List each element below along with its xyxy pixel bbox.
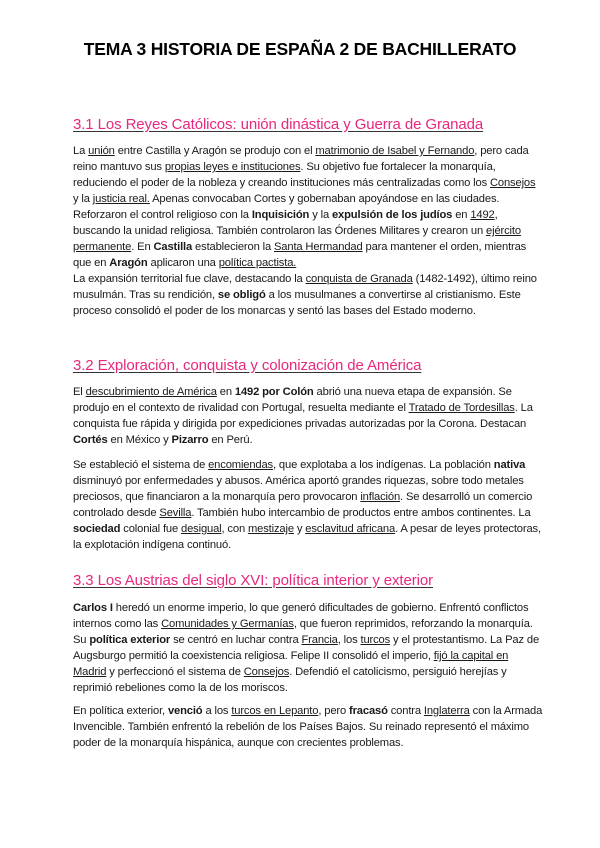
paragraph-3-1-b <box>73 271 543 319</box>
underlined-term: inflación <box>360 491 401 503</box>
underlined-term: justicia real. <box>92 193 150 205</box>
text-run: . La conquista fue rápida y dirigida por expediciones privadas autorizadas por la Corona. Destacan <box>73 402 533 430</box>
underlined-term: Sevilla <box>159 507 192 519</box>
underlined-term: descubrimiento de América <box>85 386 217 398</box>
underlined-term: esclavitud africana <box>305 523 396 535</box>
underlined-term: Santa Hermandad <box>273 241 363 253</box>
text-run: , pero <box>318 705 350 717</box>
underlined-term: Tratado de Tordesillas <box>408 402 515 414</box>
text-run: en <box>216 386 235 398</box>
bold-term: expulsión de los judíos <box>331 209 453 221</box>
bold-term: política exterior <box>89 634 171 646</box>
text-run: disminuyó por enfermedades y abusos. América aportó grandes riquezas, sobre todo metales preciosos, que financiaron a la monarquía pero provocaron <box>73 475 524 503</box>
underlined-term: Francia <box>301 634 338 646</box>
text-run: en Perú. <box>208 434 253 446</box>
underlined-term: encomiendas <box>208 459 274 471</box>
bold-term: venció <box>167 705 203 717</box>
bold-term: Carlos I <box>73 602 113 614</box>
text-run: abrió una nueva etapa de expansión. Se produjo en el contexto de rivalidad con Portugal, resuelta mediante el <box>73 386 512 414</box>
underlined-term: desigual <box>181 523 222 535</box>
bold-term: sociedad <box>73 523 121 535</box>
paragraph-3-2-b <box>73 457 543 553</box>
text-run: . Su objetivo fue fortalecer la monarquía, reduciendo el poder de la nobleza y creando instituciones más centralizadas como los <box>73 161 496 189</box>
text-run: Apenas convocaban Cortes y gobernaban apoyándose en las ciudades. Reforzaron el control religioso con la <box>73 193 500 221</box>
underlined-term: matrimonio de Isabel y Fernando <box>315 145 475 157</box>
text-run: , que fueron reprimidos, reforzando la monarquía. Su <box>73 618 533 646</box>
underlined-term: Consejos <box>243 666 290 678</box>
text-run: . También hubo intercambio de productos entre ambos continentes. La <box>191 507 531 519</box>
text-run: . Defendió el catolicismo, persiguió herejías y reprimió rebeliones como la de los moriscos. <box>73 666 507 694</box>
text-run: se centró en luchar contra <box>170 634 302 646</box>
section-heading-3-2: 3.2 Exploración, conquista y colonización de América <box>73 357 422 374</box>
text-run: para mantener el orden, mientras que en <box>73 241 527 269</box>
bold-term: Castilla <box>153 241 193 253</box>
text-run: heredó un enorme imperio, lo que generó dificultades de gobierno. Enfrentó conflictos internos como las <box>73 602 529 630</box>
bold-term: nativa <box>493 459 526 471</box>
underlined-term: turcos en Lepanto <box>231 705 319 717</box>
text-run: y perfeccionó el sistema de <box>106 666 244 678</box>
underlined-term: Inglaterra <box>423 705 470 717</box>
bold-term: 1492 por Colón <box>234 386 314 398</box>
text-run: , con <box>221 523 248 535</box>
text-run: y la <box>73 193 93 205</box>
underlined-term: 1492 <box>470 209 495 221</box>
text-run: colonial fue <box>120 523 182 535</box>
text-run: con la Armada Invencible. También enfrentó la rebelión de los Países Bajos. Su reinado representó el máximo poder de la monarquía hispánica, aunque con crecientes problemas. <box>73 705 543 749</box>
text-run: La <box>73 145 89 157</box>
text-run: establecieron la <box>192 241 274 253</box>
text-run: en <box>452 209 471 221</box>
bold-term: Inquisición <box>251 209 310 221</box>
bold-term: Aragón <box>109 257 148 269</box>
text-run: contra <box>387 705 424 717</box>
text-run: . A pesar de leyes protectoras, la explotación indígena continuó. <box>73 523 541 551</box>
paragraph-3-2-a <box>73 384 543 448</box>
underlined-term: turcos <box>360 634 391 646</box>
underlined-term: conquista de Granada <box>305 273 413 285</box>
text-run: a los musulmanes a convertirse al cristianismo. Este proceso consolidó el poder de los monarcas y sentó las bases del Estado moderno. <box>73 289 521 317</box>
underlined-term: propias leyes e instituciones <box>164 161 301 173</box>
underlined-term: política pactista. <box>218 257 297 269</box>
text-run: Se estableció el sistema de <box>73 459 209 471</box>
section-heading-3-1: 3.1 Los Reyes Católicos: unión dinástica y Guerra de Granada <box>73 116 484 133</box>
section-heading-3-3: 3.3 Los Austrias del siglo XVI: política interior y exterior <box>73 572 434 589</box>
text-run: En política exterior, <box>73 705 168 717</box>
text-run: y la <box>309 209 332 221</box>
text-run: (1482-1492), último reino musulmán. Tras su rendición, <box>73 273 537 301</box>
bold-term: Pizarro <box>171 434 209 446</box>
text-run: La expansión territorial fue clave, destacando la <box>73 273 306 285</box>
bold-term: Cortés <box>73 434 108 446</box>
bold-term: se obligó <box>217 289 266 301</box>
text-run: . Se desarrolló un comercio controlado desde <box>73 491 533 519</box>
text-run: , que explotaba a los indígenas. La población <box>273 459 494 471</box>
text-run: El <box>73 386 86 398</box>
text-run: entre Castilla y Aragón se produjo con el <box>114 145 316 157</box>
underlined-term: unión <box>88 145 115 157</box>
text-run: . En <box>131 241 154 253</box>
text-run: a los <box>202 705 232 717</box>
text-run: aplicaron una <box>147 257 219 269</box>
text-run: , pero cada reino mantuvo sus <box>73 145 529 173</box>
bold-term: fracasó <box>349 705 388 717</box>
text-run: y el protestantismo. La Paz de Augsburgo permitió la coexistencia religiosa. Felipe II consolidó el imperio, <box>73 634 540 662</box>
text-run: , los <box>337 634 361 646</box>
paragraph-3-1-a <box>73 143 543 271</box>
underlined-term: fijó la capital en Madrid <box>73 650 509 678</box>
underlined-term: mestizaje <box>247 523 294 535</box>
text-run: y <box>293 523 306 535</box>
text-run: , buscando la unidad religiosa. También controlaron las Órdenes Militares y crearon un <box>73 209 498 237</box>
text-run: en México y <box>107 434 172 446</box>
underlined-term: Comunidades y Germanías <box>161 618 294 630</box>
paragraph-3-3-b <box>73 703 543 751</box>
document-title: TEMA 3 HISTORIA DE ESPAÑA 2 DE BACHILLERATO <box>83 39 517 59</box>
underlined-term: Consejos <box>489 177 536 189</box>
paragraph-3-3-a <box>73 600 543 696</box>
underlined-term: ejército permanente <box>73 225 521 253</box>
